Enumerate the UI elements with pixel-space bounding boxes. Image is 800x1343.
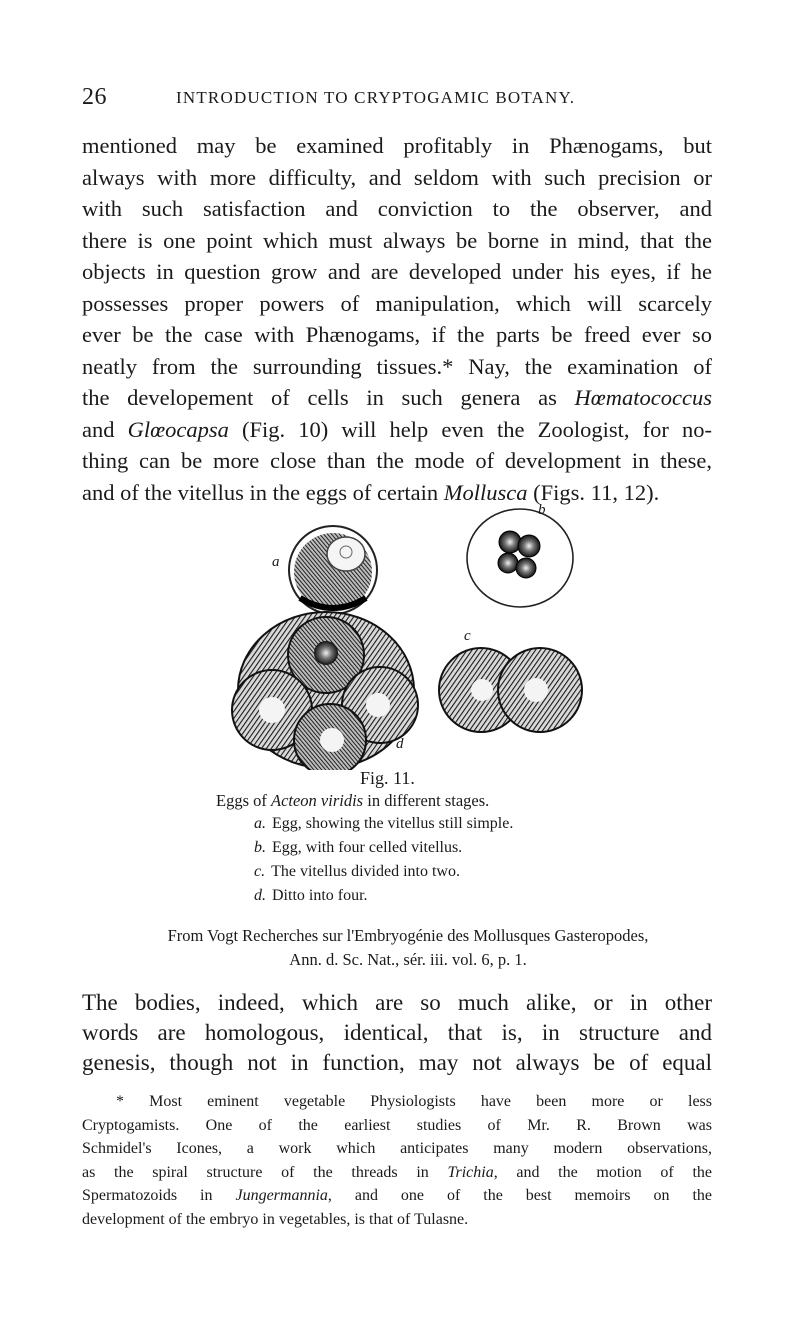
- caption-item-b: [254, 839, 462, 857]
- text-run: (Fig. 10) will help even the Zoologist, for no-: [228, 416, 712, 442]
- figure-source-line-1: From Vogt Recherches sur l'Embryogénie des Mollusques Gasteropodes,: [167, 926, 649, 945]
- running-title: INTRODUCTION TO CRYPTOGAMIC BOTANY.: [176, 88, 576, 107]
- text-run: (Figs. 11, 12).: [527, 479, 660, 505]
- footnote-line: development of the embryo in vegetables, is that of Tulasne.: [82, 1210, 469, 1228]
- genus-gloeocapsa: Glœocapsa: [127, 416, 229, 442]
- text-line: [82, 382, 712, 414]
- footnote: [82, 1090, 712, 1231]
- text-line: with such satisfaction and conviction to the observer, and: [82, 196, 712, 221]
- text-line: thing can be more close than the mode of development in these,: [82, 448, 712, 473]
- egg-d: [232, 612, 418, 770]
- footnote-line: [82, 1161, 712, 1185]
- footnote-line: Cryptogamists. One of the earliest studies of Mr. R. Brown was: [82, 1116, 712, 1134]
- text-line: The bodies, indeed, which are so much alike, or in other: [82, 990, 712, 1015]
- figure-caption: [216, 791, 489, 811]
- caption-key: c.: [254, 863, 266, 880]
- text-run: as the spiral structure of the threads in: [82, 1163, 448, 1181]
- caption-item-c: [254, 863, 460, 881]
- text-run: and of the vitellus in the eggs of certain: [82, 479, 444, 505]
- footnote-line: Schmidel's Icones, a work which anticipates many modern observations,: [82, 1140, 712, 1157]
- text-line: mentioned may be examined profitably in Phænogams, but: [82, 133, 712, 158]
- caption-species: Acteon viridis: [271, 791, 364, 810]
- text-line: genesis, though not in function, may not always be of equal: [82, 1050, 712, 1075]
- caption-key: b.: [254, 839, 266, 856]
- page-number: 26: [82, 84, 107, 110]
- caption-item-a: [254, 815, 513, 833]
- caption-item-text: Egg, showing the vitellus still simple.: [272, 815, 514, 832]
- caption-text: in different stages.: [363, 791, 490, 810]
- figure-source-line-2: Ann. d. Sc. Nat., sér. iii. vol. 6, p. 1.: [289, 950, 527, 969]
- caption-item-text: Ditto into four.: [272, 887, 368, 904]
- figure-label-d: d: [396, 736, 404, 752]
- caption-item-d: [254, 887, 368, 905]
- genus-hoematococcus: Hœmatococcus: [574, 385, 712, 410]
- text-run: Spermatozoids in: [82, 1187, 236, 1204]
- genus-jungermannia: Jungermannia: [235, 1187, 328, 1204]
- caption-key: d.: [254, 887, 266, 904]
- caption-item-text: The vitellus divided into two.: [271, 863, 460, 880]
- figure-label-b: b: [538, 502, 546, 518]
- egg-engraving: [220, 500, 600, 770]
- footnote-line: * Most eminent vegetable Physiologists have been more or less: [116, 1093, 712, 1110]
- text-run: the developement of cells in such genera as: [82, 385, 575, 410]
- egg-c: [439, 648, 582, 732]
- text-line: objects in question grow and are developed under his eyes, if he: [82, 259, 712, 284]
- text-line: neatly from the surrounding tissues.* Nay, the examination of: [82, 353, 712, 379]
- text-line: possesses proper powers of manipulation, which will scarcely: [82, 290, 712, 316]
- genus-trichia: Trichia: [447, 1163, 494, 1181]
- caption-key: a.: [254, 815, 266, 832]
- text-line: [82, 414, 712, 446]
- text-line: ever be the case with Phænogams, if the parts be freed ever so: [82, 322, 712, 347]
- genus-mollusca: Mollusca: [443, 479, 528, 505]
- footnote-line: [82, 1184, 712, 1208]
- figure-11-illustration: [220, 500, 600, 770]
- egg-b: [467, 509, 573, 607]
- paragraph-2: [82, 988, 712, 1078]
- text-line: there is one point which must always be borne in mind, that the: [82, 227, 712, 253]
- paragraph-1: [82, 130, 712, 508]
- text-run: , and the motion of the: [493, 1163, 713, 1181]
- figure-title: Fig. 11.: [360, 768, 415, 788]
- egg-a: [289, 526, 377, 614]
- text-line: words are homologous, identical, that is, in structure and: [82, 1020, 712, 1045]
- figure-label-a: a: [272, 554, 280, 570]
- text-line: always with more difficulty, and seldom with such precision or: [82, 164, 712, 190]
- text-run: , and one of the best memoirs on the: [327, 1187, 712, 1204]
- page-header: [82, 84, 732, 114]
- figure-label-c: c: [464, 628, 471, 644]
- text-run: and: [82, 416, 128, 442]
- caption-text: Eggs of: [216, 791, 271, 810]
- caption-item-text: Egg, with four celled vitellus.: [272, 839, 463, 856]
